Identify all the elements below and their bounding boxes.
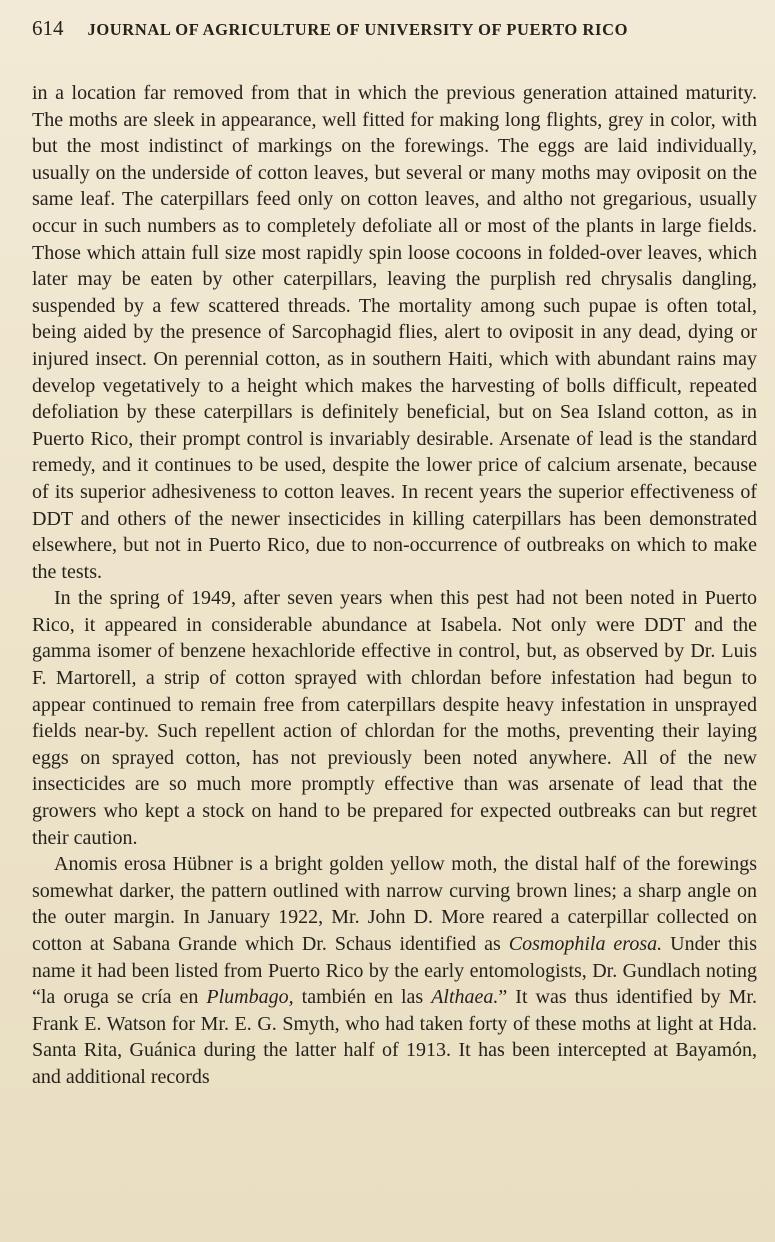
text-segment: ” It was thus identified by Mr. Frank E. Watson for Mr. E. G. Smyth, who had taken forty of these moths at light at Hda. Santa Rita, Guánica during the latter half of 1913. It has been intercepted at Bayamón, and additional records <box>32 986 757 1088</box>
text-segment: Under this name it had been listed from Puerto Rico by the early entomologists, Dr. Gundlach noting “la oruga se cría en <box>32 933 757 1009</box>
page-number: 614 <box>32 16 64 40</box>
article-body <box>32 80 757 1091</box>
text-segment: también en las <box>293 986 432 1009</box>
paragraph-cotton-caterpillar-continued: in a location far removed from that in which the previous generation attained maturity. The moths are sleek in appearance, well fitted for making long flights, grey in color, with but the most indistinct of markings on the forewings. The eggs are laid individually, usually on the underside of cotton leaves, but several or many moths may oviposit on the same leaf. The caterpillars feed only on cotton leaves, and altho not gregarious, usually occur in such numbers as to completely defoliate all or most of the plants in large fields. Those which attain full size most rapidly spin loose cocoons in folded-over leaves, which later may be eaten by other caterpillars, leaving the purplish red chrysalis dangling, suspended by a few scattered threads. The mortality among such pupae is often total, being aided by the presence of Sarcophagid flies, alert to oviposit in any dead, dying or injured insect. On perennial cotton, as in southern Haiti, which with abundant rains may develop vegetatively to a height which makes the harvesting of bolls difficult, repeated defoliation by these caterpillars is definitely beneficial, but on Sea Island cotton, as in Puerto Rico, their prompt control is invariably desirable. Arsenate of lead is the standard remedy, and it continues to be used, despite the lower price of calcium arsenate, because of its superior adhesiveness to cotton leaves. In recent years the superior effectiveness of DDT and others of the newer insecticides in killing caterpillars has been demonstrated elsewhere, but not in Puerto Rico, due to non-occurrence of outbreaks on which to make the tests. <box>32 82 757 583</box>
journal-title: JOURNAL OF AGRICULTURE OF UNIVERSITY OF PUERTO RICO <box>87 20 629 39</box>
genus-name-plumbago: Plumbago, <box>206 986 294 1009</box>
genus-name-althaea: Althaea. <box>431 986 499 1009</box>
species-name-cosmophila-erosa: Cosmophila erosa. <box>508 933 663 955</box>
paragraph-anomis-erosa <box>32 851 757 1090</box>
paragraph-1949-outbreak: In the spring of 1949, after seven years when this pest had not been noted in Puerto Rico, it appeared in considerable abundance at Isabela. Not only were DDT and the gamma isomer of benzene hexachloride effective in control, but, as observed by Dr. Luis F. Martorell, a strip of cotton sprayed with chlordan before infestation had begun to appear continued to remain free from caterpillars despite heavy infestation in unsprayed fields near-by. Such repellent action of chlordan for the moths, preventing their laying eggs on sprayed cotton, has not previously been noted anywhere. All of the new insecticides are so much more promptly effective than was arsenate of lead that the growers who kept a stock on hand to be prepared for expected outbreaks can but regret their caution. <box>32 587 757 849</box>
text-segment: Anomis erosa Hübner is a bright golden yellow moth, the distal half of the forewings somewhat darker, the pattern outlined with narrow curving brown lines; a sharp angle on the outer margin. In January 1922, Mr. John D. More reared a caterpillar collected on cotton at Sabana Grande which Dr. Schaus identified as <box>32 853 757 955</box>
running-head <box>32 16 757 52</box>
